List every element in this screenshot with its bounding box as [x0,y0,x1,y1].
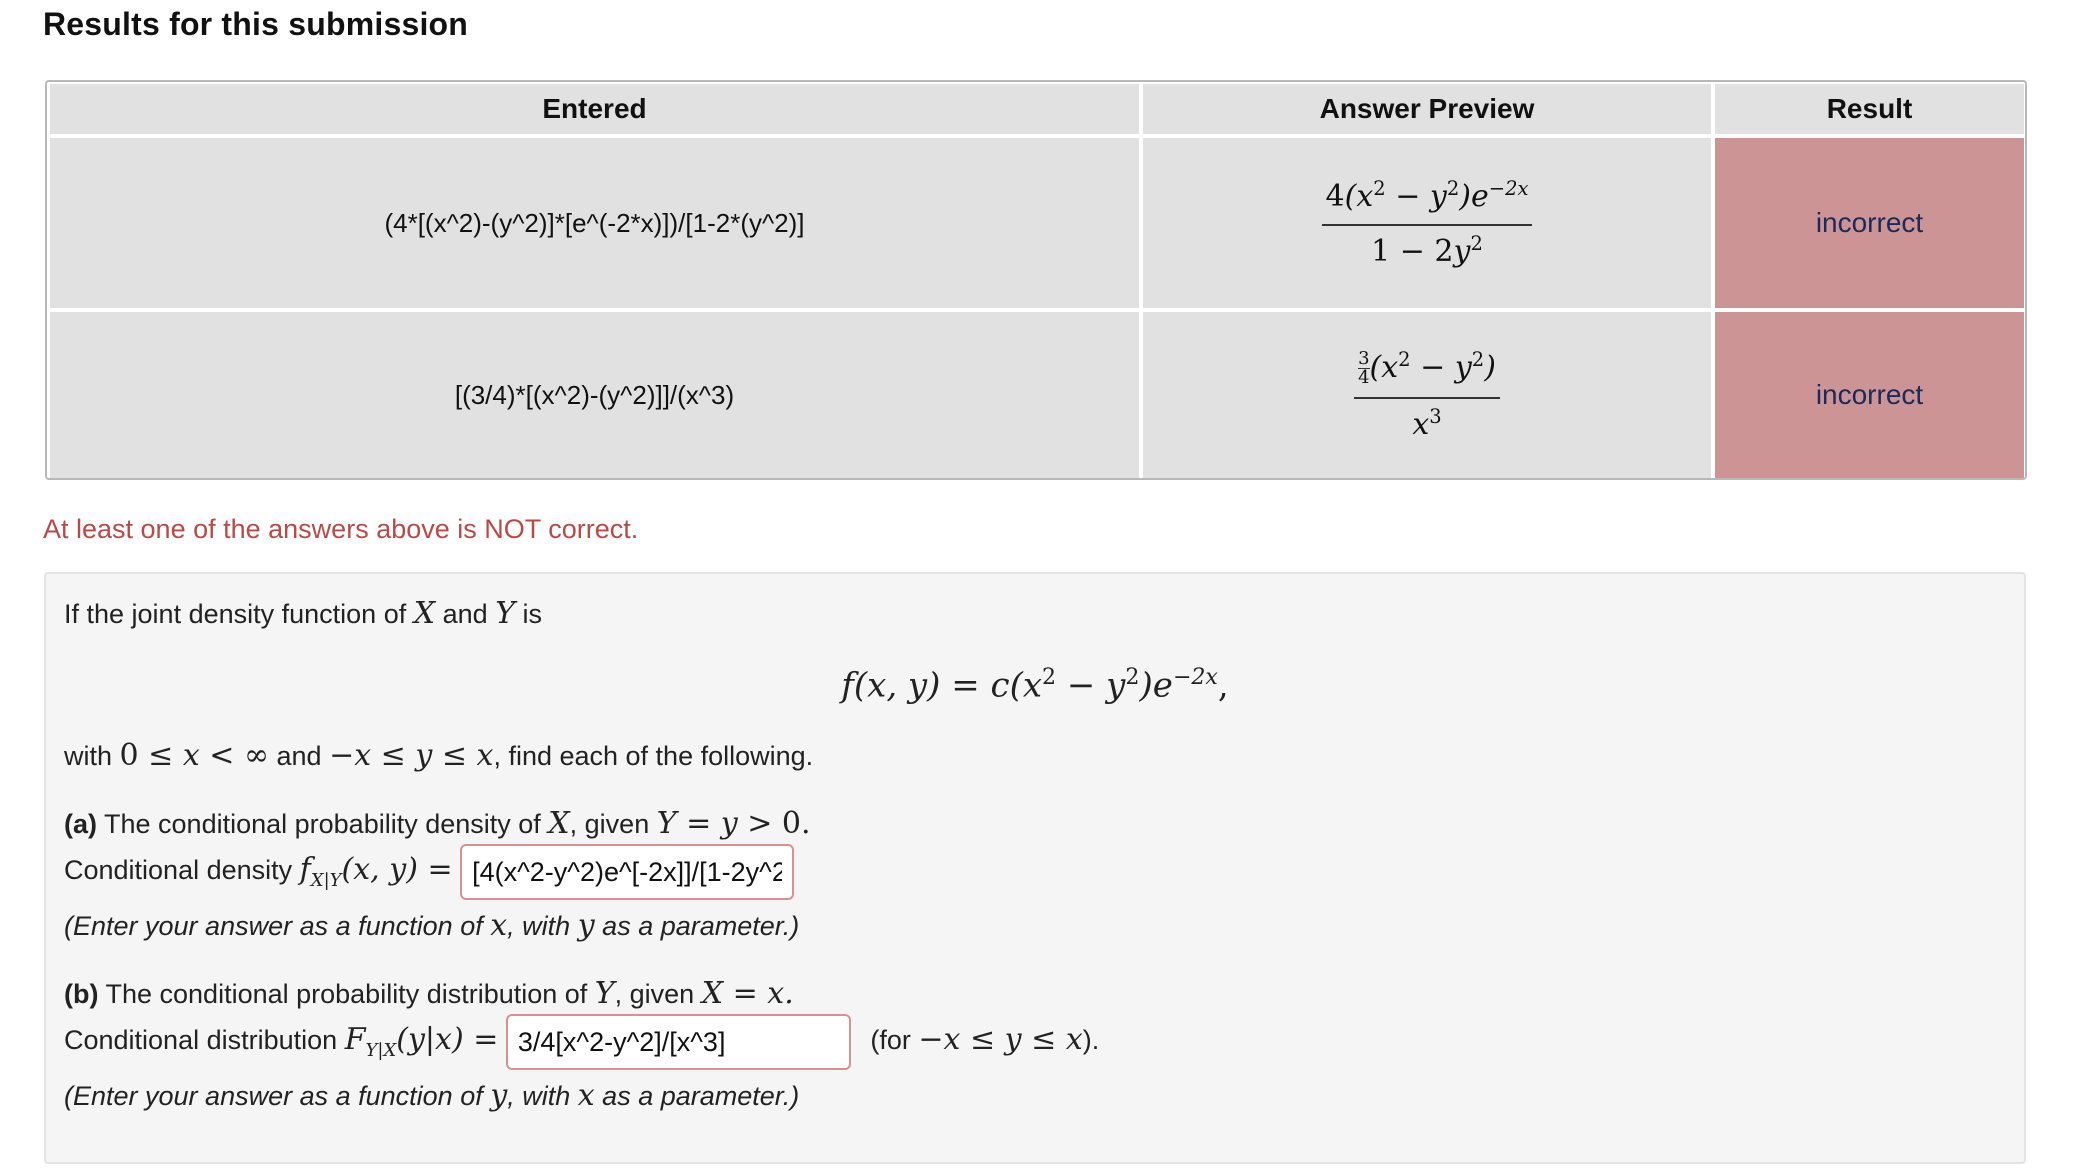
part-b-answer-row: Conditional distribution $F_{Y|X}(y|x)$ = 3/4[x^2-y^2]/[x^3] (for −x ≤ y ≤ x). [64,1014,1099,1070]
problem-intro: If the joint density function of X and Y is [64,596,543,631]
results-table [45,80,2027,480]
part-a-question: (a) The conditional probability density of X, given Y = y > 0. [64,806,811,841]
answer-preview-1: $\frac{4(x^2 - y^2)e^{-2x}}{1 - 2y^2}$ [1143,138,1711,308]
header-result: Result [1715,84,2024,134]
joint-density-equation: f(x, $y) = c(x^2 - y^2)e^{-2x}$, [841,664,1229,706]
header-answer-preview: Answer Preview [1143,84,1711,134]
entered-answer-2: [(3/4)*[(x^2)-(y^2)]]/(x^3) [50,312,1139,478]
part-a-answer-row: Conditional density $f_{X|Y}(x$, y) = [4(x^2-y^2)e^[-2x]]/[1-2y^2] [64,844,794,900]
part-b-answer-input[interactable] [506,1014,851,1070]
part-b-question: (b) The conditional probability distribution of Y, given X = x. [64,976,794,1011]
result-status-1: incorrect [1715,138,2024,308]
feedback-message: At least one of the answers above is NOT correct. [43,514,639,544]
part-a-answer-input[interactable] [460,844,794,900]
result-status-2: incorrect [1715,312,2024,478]
part-a-instruction: (Enter your answer as a function of x, with y as a parameter.) [64,908,800,943]
page-title: Results for this submission [43,6,469,42]
entered-answer-1: (4*[(x^2)-(y^2)]*[e^(-2*x)])/[1-2*(y^2)] [50,138,1139,308]
part-b-instruction: (Enter your answer as a function of y, with x as a parameter.) [64,1078,800,1113]
problem-panel [44,572,2026,1164]
header-entered: Entered [50,84,1139,134]
problem-domain: with 0 ≤ x < ∞ and −x ≤ y ≤ x, find each of the following. [64,738,814,773]
answer-preview-2: $\frac{3}{4}$ $(x^2 - y^2)$ $x^3$ [1143,312,1711,478]
